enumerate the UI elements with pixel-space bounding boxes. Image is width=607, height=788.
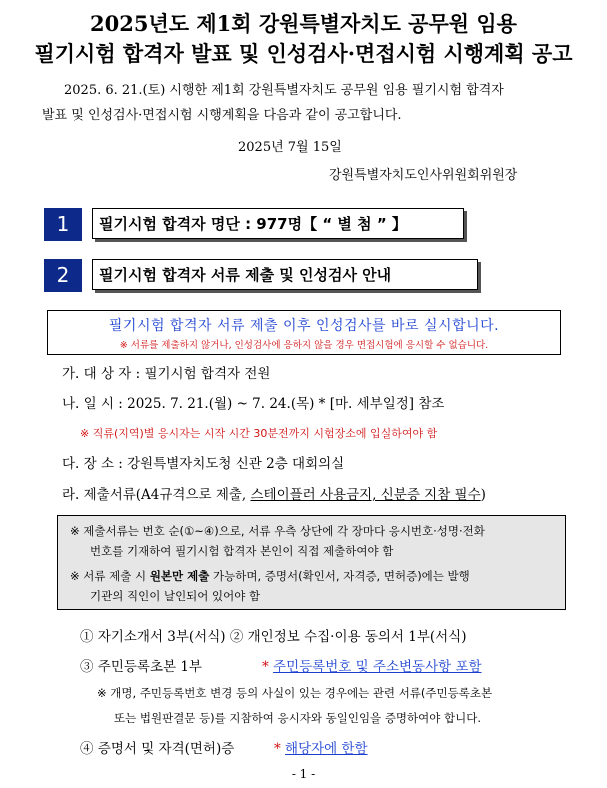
section-1-title: 필기시험 합격자 명단 : 977명【 “ 별 첨 ” 】 <box>92 208 464 239</box>
notice-line-1: 필기시험 합격자 서류 제출 이후 인성검사를 바로 실시합니다. <box>108 318 500 334</box>
intro-line-2: 발표 및 인성검사·면접시험 시행계획을 다음과 같이 공고합니다. <box>42 108 402 123</box>
issuer: 강원특별자치도인사위원회위원장 <box>329 168 518 183</box>
guidance-2-bold: 원본만 제출 <box>149 569 210 583</box>
doc-item-4: ④ 증명서 및 자격(면허)증 <box>80 741 235 757</box>
doc-item-3-sub-2: 또는 법원판결문 등)를 지참하여 응시자와 동일인임을 증명하여야 합니다. <box>114 711 481 725</box>
item-schedule-note: ※ 직류(지역)별 응시자는 시작 시간 30분전까지 시험장소에 입실하여야 함 <box>80 427 438 440</box>
guidance-2-line-2: 기관의 직인이 날인되어 있어야 함 <box>90 589 261 603</box>
notice-box <box>47 310 561 355</box>
item-schedule: 나. 일 시 : 2025. 7. 21.(월) ~ 7. 24.(목) * [마. 세부일정] 참조 <box>62 396 445 412</box>
item-place: 다. 장 소 : 강원특별자치도청 신관 2층 대회의실 <box>62 456 345 472</box>
guidance-2-c: 가능하며, 증명서(확인서, 자격증, 면허증)에는 발행 <box>209 569 470 583</box>
announcement-date: 2025년 7월 15일 <box>238 140 342 155</box>
doc-items-1-2: ① 자기소개서 3부(서식) ② 개인정보 수집·이용 동의서 1부(서식) <box>80 629 467 645</box>
guidance-2-line-1 <box>70 567 470 586</box>
item-documents <box>62 483 486 503</box>
documents-suffix: ) <box>480 487 486 503</box>
section-2-number: 2 <box>44 259 82 292</box>
doc-item-4-star: * <box>274 741 281 757</box>
page-number: - 1 - <box>291 767 316 781</box>
guidance-2-a: ※ 서류 제출 시 <box>70 569 150 583</box>
guidance-1-line-2: 번호를 기재하여 필기시험 합격자 본인이 직접 제출하여야 함 <box>90 544 394 558</box>
doc-item-3: ③ 주민등록초본 1부 <box>80 659 202 675</box>
doc-item-4-note <box>274 737 368 757</box>
section-2-title: 필기시험 합격자 서류 제출 및 인성검사 안내 <box>92 259 478 290</box>
intro-line-1: 2025. 6. 21.(토) 시행한 제1회 강원특별자치도 공무원 임용 필기시험 합격자 <box>64 83 504 98</box>
documents-prefix: 라. 제출서류(A4규격으로 제출, <box>62 487 251 503</box>
item-target: 가. 대 상 자 : 필기시험 합격자 전원 <box>62 366 271 382</box>
doc-item-3-sub-1: ※ 개명, 주민등록번호 변경 등의 사실이 있는 경우에는 관련 서류(주민등록초본 <box>97 686 493 700</box>
doc-item-3-note <box>262 655 482 675</box>
guidance-1-line-1: ※ 제출서류는 번호 순(①~④)으로, 서류 우측 상단에 각 장마다 응시번호·성명·전화 <box>70 524 485 538</box>
section-1-number: 1 <box>44 208 82 241</box>
doc-item-3-star: * <box>262 659 269 675</box>
doc-item-3-note-text: 주민등록번호 및 주소변동사항 포함 <box>273 659 482 675</box>
title-line-2: 필기시험 합격자 발표 및 인성검사·면접시험 시행계획 공고 <box>34 41 573 66</box>
notice-line-2: ※ 서류를 제출하지 않거나, 인성검사에 응하지 않을 경우 면접시험에 응시할 수 없습니다. <box>119 340 489 351</box>
documents-underline: 스테이플러 사용금지, 신분증 지참 필수 <box>250 487 481 503</box>
documents-guidance-box <box>57 515 566 610</box>
title-line-1: 2025년도 제1회 강원특별자치도 공무원 임용 <box>90 11 517 36</box>
doc-item-4-note-text: 해당자에 한함 <box>285 741 368 757</box>
